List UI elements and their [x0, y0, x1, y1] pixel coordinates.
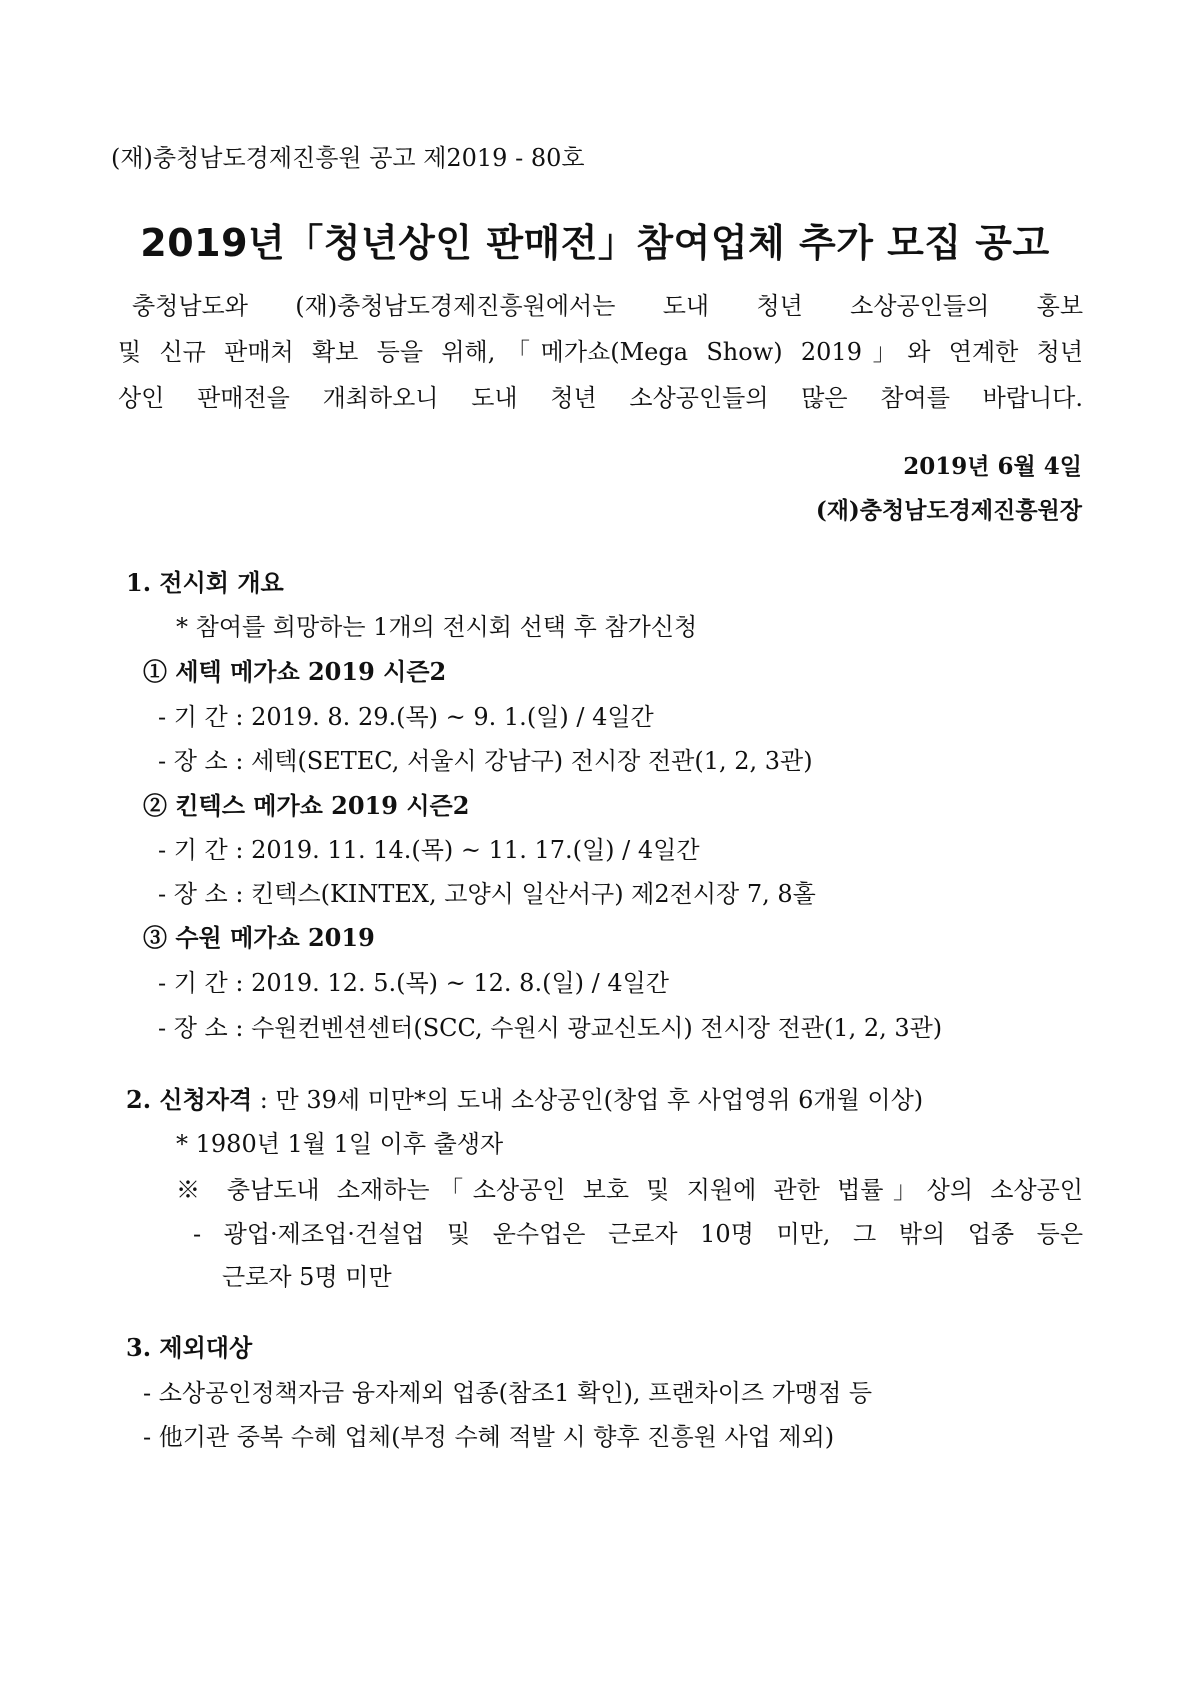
- section2-heading: 2. 신청자격: [126, 1085, 253, 1114]
- section2-row: [126, 1080, 923, 1115]
- fair-1-period: - 기 간 : 2019. 8. 29.(목) ~ 9. 1.(일) / 4일간: [158, 703, 654, 731]
- section2-note: * 1980년 1월 1일 이후 출생자: [176, 1130, 504, 1158]
- intro-line-3: 상인 판매전을 개최하오니 도내 청년 소상공인들의 많은 참여를 바랍니다.: [118, 384, 1083, 412]
- section3-item-1: - 소상공인정책자금 융자제외 업종(참조1 확인), 프랜차이즈 가맹점 등: [143, 1379, 873, 1407]
- section1-note: * 참여를 희망하는 1개의 전시회 선택 후 참가신청: [176, 613, 698, 641]
- fair-3-title: ③ 수원 메가쇼 2019: [143, 923, 375, 952]
- page-title: 2019년「청년상인 판매전」참여업체 추가 모집 공고: [140, 221, 1050, 265]
- section2-sub-line-1: - 광업·제조업·건설업 및 운수업은 근로자 10명 미만, 그 밖의 업종 등은: [193, 1220, 1083, 1248]
- fair-3-period: - 기 간 : 2019. 12. 5.(목) ~ 12. 8.(일) / 4일간: [158, 969, 669, 997]
- fair-2-period: - 기 간 : 2019. 11. 14.(목) ~ 11. 17.(일) / 4일간: [158, 836, 700, 864]
- section2-text: : 만 39세 미만*의 도내 소상공인(창업 후 사업영위 6개월 이상): [259, 1086, 924, 1114]
- intro-line-1: 충청남도와 (재)충청남도경제진흥원에서는 도내 청년 소상공인들의 홍보: [132, 292, 1083, 320]
- intro-line-2: 및 신규 판매처 확보 등을 위해,「메가쇼(Mega Show) 2019」와 연계한 청년: [118, 338, 1083, 366]
- fair-1-venue: - 장 소 : 세텍(SETEC, 서울시 강남구) 전시장 전관(1, 2, 3관): [158, 747, 813, 775]
- notice-date: 2019년 6월 4일: [903, 453, 1082, 480]
- fair-2-title: ② 킨텍스 메가쇼 2019 시즌2: [143, 791, 470, 820]
- section3-item-2: - 他기관 중복 수혜 업체(부정 수혜 적발 시 향후 진흥원 사업 제외): [143, 1423, 835, 1451]
- section3-heading: 3. 제외대상: [126, 1333, 253, 1362]
- notice-number: (재)충청남도경제진흥원 공고 제2019 - 80호: [111, 144, 585, 172]
- section2-sub-line-2: 근로자 5명 미만: [222, 1263, 392, 1291]
- fair-1-title: ① 세텍 메가쇼 2019 시즌2: [143, 657, 447, 686]
- fair-2-venue: - 장 소 : 킨텍스(KINTEX, 고양시 일산서구) 제2전시장 7, 8홀: [158, 880, 816, 908]
- section2-reference: ※ 충남도내 소재하는「소상공인 보호 및 지원에 관한 법률」상의 소상공인: [176, 1176, 1083, 1204]
- section1-heading: 1. 전시회 개요: [126, 568, 284, 597]
- issuer: (재)충청남도경제진흥원장: [815, 497, 1082, 524]
- fair-3-venue: - 장 소 : 수원컨벤션센터(SCC, 수원시 광교신도시) 전시장 전관(1, 2, 3관): [158, 1014, 943, 1042]
